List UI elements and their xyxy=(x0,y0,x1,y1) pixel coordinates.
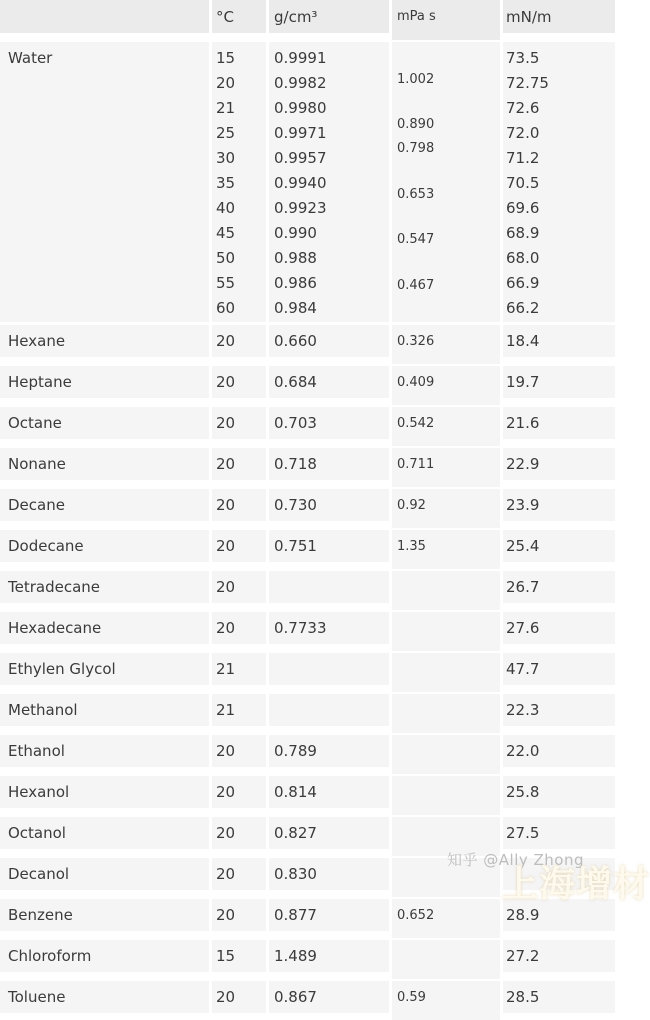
water-density-value: 0.9923 xyxy=(274,198,327,217)
water-temperature-value: 40 xyxy=(216,198,236,217)
substance-name: Dodecane xyxy=(0,530,209,562)
surface-tension-value: 26.7 xyxy=(503,571,615,603)
temperature-value: 20 xyxy=(212,735,266,767)
surface-tension-value: 27.5 xyxy=(503,817,615,849)
water-viscosity-column xyxy=(392,42,500,322)
viscosity-value: 0.798 xyxy=(397,141,435,156)
water-surface-tension-value: 72.6 xyxy=(506,98,540,117)
viscosity-value xyxy=(392,776,500,815)
water-temperature-value: 15 xyxy=(216,48,236,67)
viscosity-value: 1.002 xyxy=(397,72,435,87)
water-density-value: 0.984 xyxy=(274,298,317,317)
surface-tension-value: 19.7 xyxy=(503,366,615,398)
substance-name: Nonane xyxy=(0,448,209,480)
substance-name: Hexadecane xyxy=(0,612,209,644)
table-body xyxy=(0,325,615,1020)
water-density-value: 0.9971 xyxy=(274,123,327,142)
density-value xyxy=(269,694,389,726)
table-row xyxy=(0,448,615,487)
viscosity-value: 0.547 xyxy=(397,232,435,247)
water-density-value: 0.9940 xyxy=(274,173,327,192)
density-value: 0.789 xyxy=(269,735,389,767)
water-density-value: 0.9980 xyxy=(274,98,327,117)
header-viscosity: mPa s xyxy=(392,0,500,40)
viscosity-value: 0.652 xyxy=(392,899,500,938)
substance-name: Ethanol xyxy=(0,735,209,767)
viscosity-value: 0.711 xyxy=(392,448,500,487)
viscosity-value: 1.35 xyxy=(392,530,500,569)
viscosity-value: 0.542 xyxy=(392,407,500,446)
water-surface-tension-value: 71.2 xyxy=(506,148,540,167)
table-row xyxy=(0,612,615,651)
water-surface-tension-value: 66.2 xyxy=(506,298,540,317)
water-surface-tension-value: 69.6 xyxy=(506,198,540,217)
temperature-value: 20 xyxy=(212,981,266,1013)
surface-tension-value: 22.9 xyxy=(503,448,615,480)
temperature-value: 20 xyxy=(212,530,266,562)
header-substance xyxy=(0,0,209,33)
water-temperature-value: 45 xyxy=(216,223,236,242)
temperature-value: 15 xyxy=(212,940,266,972)
density-value: 0.751 xyxy=(269,530,389,562)
substance-name: Hexanol xyxy=(0,776,209,808)
substance-name: Ethylen Glycol xyxy=(0,653,209,685)
substance-name: Decanol xyxy=(0,858,209,890)
water-temperature-value: 35 xyxy=(216,173,236,192)
substance-name: Water xyxy=(8,48,53,67)
header-surface-tension: mN/m xyxy=(503,0,615,33)
water-density-value: 0.986 xyxy=(274,273,317,292)
temperature-value: 20 xyxy=(212,325,266,357)
substance-name: Benzene xyxy=(0,899,209,931)
water-row-group xyxy=(0,42,615,322)
density-value: 0.827 xyxy=(269,817,389,849)
substance-name: Chloroform xyxy=(0,940,209,972)
table-row xyxy=(0,325,615,364)
water-temperature-value: 55 xyxy=(216,273,236,292)
surface-tension-value: 22.3 xyxy=(503,694,615,726)
substance-name: Octanol xyxy=(0,817,209,849)
water-surface-tension-value: 68.9 xyxy=(506,223,540,242)
table-row xyxy=(0,776,615,815)
water-temperature-value: 30 xyxy=(216,148,236,167)
viscosity-value xyxy=(392,940,500,979)
water-surface-tension-column xyxy=(503,42,615,322)
temperature-value: 20 xyxy=(212,571,266,603)
temperature-value: 20 xyxy=(212,489,266,521)
temperature-value: 20 xyxy=(212,776,266,808)
surface-tension-value: 28.5 xyxy=(503,981,615,1013)
background-logo-watermark: 上海增材 xyxy=(502,864,650,905)
density-value: 0.660 xyxy=(269,325,389,357)
substance-name: Heptane xyxy=(0,366,209,398)
water-surface-tension-value: 68.0 xyxy=(506,248,540,267)
surface-tension-value: 47.7 xyxy=(503,653,615,685)
density-value: 0.718 xyxy=(269,448,389,480)
table-row xyxy=(0,940,615,979)
density-value: 0.877 xyxy=(269,899,389,931)
water-surface-tension-value: 73.5 xyxy=(506,48,540,67)
water-surface-tension-value: 72.0 xyxy=(506,123,540,142)
viscosity-value: 0.890 xyxy=(397,117,435,132)
viscosity-value xyxy=(392,612,500,651)
density-value xyxy=(269,653,389,685)
density-value: 0.867 xyxy=(269,981,389,1013)
surface-tension-value: 18.4 xyxy=(503,325,615,357)
density-value: 0.814 xyxy=(269,776,389,808)
substance-name: Octane xyxy=(0,407,209,439)
density-value xyxy=(269,571,389,603)
density-value: 0.830 xyxy=(269,858,389,890)
substance-name: Toluene xyxy=(0,981,209,1013)
surface-tension-value: 27.2 xyxy=(503,940,615,972)
substance-name: Tetradecane xyxy=(0,571,209,603)
water-name-cell xyxy=(0,42,209,322)
density-value: 0.7733 xyxy=(269,612,389,644)
table-row xyxy=(0,489,615,528)
water-temperature-value: 21 xyxy=(216,98,236,117)
table-row xyxy=(0,735,615,774)
surface-tension-value: 23.9 xyxy=(503,489,615,521)
temperature-value: 21 xyxy=(212,694,266,726)
temperature-value: 20 xyxy=(212,366,266,398)
temperature-value: 20 xyxy=(212,612,266,644)
water-surface-tension-value: 70.5 xyxy=(506,173,540,192)
header-density: g/cm³ xyxy=(269,0,389,33)
temperature-value: 20 xyxy=(212,817,266,849)
surface-tension-value: 22.0 xyxy=(503,735,615,767)
water-surface-tension-value: 66.9 xyxy=(506,273,540,292)
water-density-value: 0.9982 xyxy=(274,73,327,92)
viscosity-value xyxy=(392,653,500,692)
table-row xyxy=(0,981,615,1020)
viscosity-value xyxy=(392,735,500,774)
viscosity-value: 0.467 xyxy=(397,278,435,293)
viscosity-value xyxy=(392,571,500,610)
water-surface-tension-value: 72.75 xyxy=(506,73,549,92)
water-temperature-value: 60 xyxy=(216,298,236,317)
water-density-value: 0.9991 xyxy=(274,48,327,67)
water-density-column xyxy=(269,42,389,322)
viscosity-value xyxy=(392,694,500,733)
water-density-value: 0.9957 xyxy=(274,148,327,167)
water-temperature-column xyxy=(212,42,266,322)
water-density-value: 0.990 xyxy=(274,223,317,242)
viscosity-value: 0.653 xyxy=(397,187,435,202)
temperature-value: 20 xyxy=(212,448,266,480)
density-value: 0.703 xyxy=(269,407,389,439)
table-row xyxy=(0,571,615,610)
water-temperature-value: 50 xyxy=(216,248,236,267)
table-row xyxy=(0,653,615,692)
density-value: 1.489 xyxy=(269,940,389,972)
substance-name: Methanol xyxy=(0,694,209,726)
surface-tension-value: 27.6 xyxy=(503,612,615,644)
temperature-value: 20 xyxy=(212,858,266,890)
surface-tension-value: 25.8 xyxy=(503,776,615,808)
table-row xyxy=(0,530,615,569)
surface-tension-value: 28.9 xyxy=(503,899,615,931)
temperature-value: 21 xyxy=(212,653,266,685)
substance-name: Hexane xyxy=(0,325,209,357)
zhihu-author-watermark: 知乎 @Ally Zhong xyxy=(447,851,584,869)
viscosity-value: 0.326 xyxy=(392,325,500,364)
header-temperature: °C xyxy=(212,0,266,33)
surface-tension-value: 25.4 xyxy=(503,530,615,562)
table-row xyxy=(0,366,615,405)
temperature-value: 20 xyxy=(212,899,266,931)
table-row xyxy=(0,407,615,446)
density-value: 0.730 xyxy=(269,489,389,521)
substance-name: Decane xyxy=(0,489,209,521)
viscosity-value: 0.59 xyxy=(392,981,500,1020)
surface-tension-value: 21.6 xyxy=(503,407,615,439)
water-temperature-value: 20 xyxy=(216,73,236,92)
table-header-row xyxy=(0,0,615,40)
density-value: 0.684 xyxy=(269,366,389,398)
viscosity-value: 0.409 xyxy=(392,366,500,405)
water-temperature-value: 25 xyxy=(216,123,236,142)
temperature-value: 20 xyxy=(212,407,266,439)
table-row xyxy=(0,694,615,733)
water-density-value: 0.988 xyxy=(274,248,317,267)
viscosity-value: 0.92 xyxy=(392,489,500,528)
